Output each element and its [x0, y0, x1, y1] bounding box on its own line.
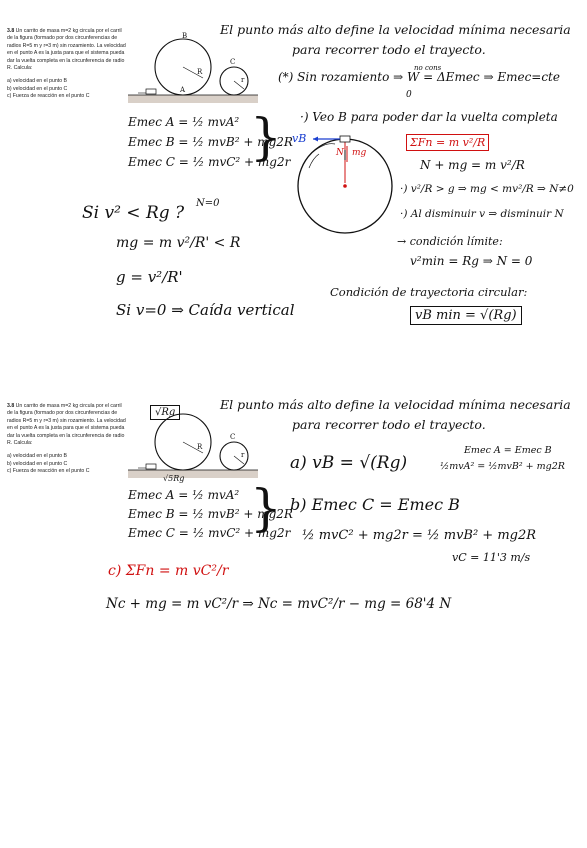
energy-brace: } [250, 108, 282, 166]
figure-label-r-big: R [197, 68, 203, 76]
energy-brace-repeat: } [250, 479, 282, 537]
trajectory-condition: Condición de trayectoria circular: [330, 285, 528, 299]
si-v-zero: Si v=0 ⇒ Caída vertical [116, 301, 295, 319]
root-5rg: √5Rg [163, 474, 185, 483]
bottom-panel [0, 397, 587, 733]
figure-label-b: B [182, 32, 188, 40]
problem-number: 3.8 [7, 28, 15, 34]
problem-number-repeat: 3.8 [7, 403, 15, 409]
mg-equation: mg = m v²/R' < R [116, 235, 241, 251]
figure-label-r-small-repeat: r [241, 451, 245, 459]
vmin-box: vB min = √(Rg) [410, 306, 522, 325]
question-list [7, 78, 127, 100]
condition-1: ·) v²/R > g ⇒ mg < mv²/R ⇒ N≠0 [400, 183, 574, 195]
sin-rozamiento: (*) Sin rozamiento ⇒ W = ΔEmec ⇒ Emec=cte [278, 70, 560, 84]
limit-title: → condición límite: [397, 235, 503, 248]
header-line1-repeat: El punto más alto define la velocidad mínima necesaria [220, 397, 571, 412]
figure-label-r-big-repeat: R [197, 443, 203, 451]
question-c: c) Fuerza de reacción en el punto C [7, 93, 90, 100]
answer-b: b) Emec C = Emec B [290, 495, 460, 514]
problem-statement [7, 28, 127, 101]
answer-c-sum: c) ΣFn = m vC²/r [108, 563, 229, 579]
n-zero: N=0 [196, 198, 220, 209]
answer-vc: vC = 11'3 m/s [452, 551, 531, 564]
condition-2: ·) Al disminuir v ⇒ disminuir N [400, 208, 564, 220]
n-plus-mg: N + mg = m v²/R [420, 158, 525, 172]
header-line1: El punto más alto define la velocidad mínima necesaria [220, 22, 571, 37]
sum-forces: ΣFn = m v²/R [406, 134, 489, 151]
question-a-repeat: a) velocidad en el punto B [7, 453, 67, 460]
problem-statement-repeat [7, 403, 127, 476]
problem-text-repeat: Un carrito de masa m=2 kg circula por el carril de la figura (formado por dos circunferencias de radios R=5 m y r=3 m) sin rozamiento. La velocidad en el punto A es la justa para que el sistema pueda dar la vuelta completa en la circunferencia de radio R. Calcula: [7, 403, 126, 447]
top-panel [0, 22, 587, 358]
track-figure [128, 33, 258, 113]
energy-b-repeat: Emec B = ½ mvB² + mg2R [128, 507, 293, 521]
energy-a-repeat: Emec A = ½ mvA² [128, 488, 240, 502]
vb-label: vB [292, 132, 307, 145]
limit-equation: v²min = Rg ⇒ N = 0 [410, 254, 533, 268]
answer-a-side2: ½mvA² = ½mvB² + mg2R [440, 461, 565, 472]
track-figure-repeat [128, 408, 258, 488]
answer-a-side1: Emec A = Emec B [464, 445, 552, 456]
question-b: b) velocidad en el punto C [7, 85, 68, 92]
n-label: N [336, 148, 344, 158]
figure-label-c-repeat: C [230, 433, 236, 441]
question-b-repeat: b) velocidad en el punto C [7, 460, 68, 467]
header-line2: para recorrer todo el trayecto. [292, 42, 486, 57]
figure-label-r-small: r [241, 76, 245, 84]
g-equation: g = v²/R' [116, 268, 183, 286]
answer-b-expand: ½ mvC² + mg2r = ½ mvB² + mg2R [302, 528, 537, 543]
energy-c-repeat: Emec C = ½ mvC² + mg2r [128, 526, 291, 540]
problem-text: Un carrito de masa m=2 kg circula por el carril de la figura (formado por dos circunferencias de radios R=5 m y r=3 m) sin rozamiento. La velocidad en el punto A es la justa para que el sistema pueda dar la vuelta completa en la circunferencia de radio R. Calcula: [7, 28, 126, 72]
w-nocons-label: no cons [414, 64, 442, 72]
mg-label: mg [352, 148, 367, 158]
figure-label-a: A [180, 86, 186, 94]
question-c-repeat: c) Fuerza de reacción en el punto C [7, 468, 90, 475]
energy-c: Emec C = ½ mvC² + mg2r [128, 155, 291, 169]
w-zero: 0 [406, 90, 412, 100]
energy-b: Emec B = ½ mvB² + mg2R [128, 135, 293, 149]
header-line2-repeat: para recorrer todo el trayecto. [292, 417, 486, 432]
figure-label-c: C [230, 58, 236, 66]
root-rg-box: √Rg [150, 405, 180, 420]
question-list-repeat [7, 453, 127, 475]
si-v2-rg: Si v² < Rg ? [82, 203, 185, 223]
loop-diagram [295, 128, 395, 233]
para-poder: ·) Veo B para poder dar la vuelta completa [300, 110, 558, 124]
answer-a: a) vB = √(Rg) [290, 453, 408, 473]
answer-c-equation: Nc + mg = m vC²/r ⇒ Nc = mvC²/r − mg = 68'4 N [106, 596, 452, 612]
question-a: a) velocidad en el punto B [7, 78, 67, 85]
energy-a: Emec A = ½ mvA² [128, 115, 240, 129]
